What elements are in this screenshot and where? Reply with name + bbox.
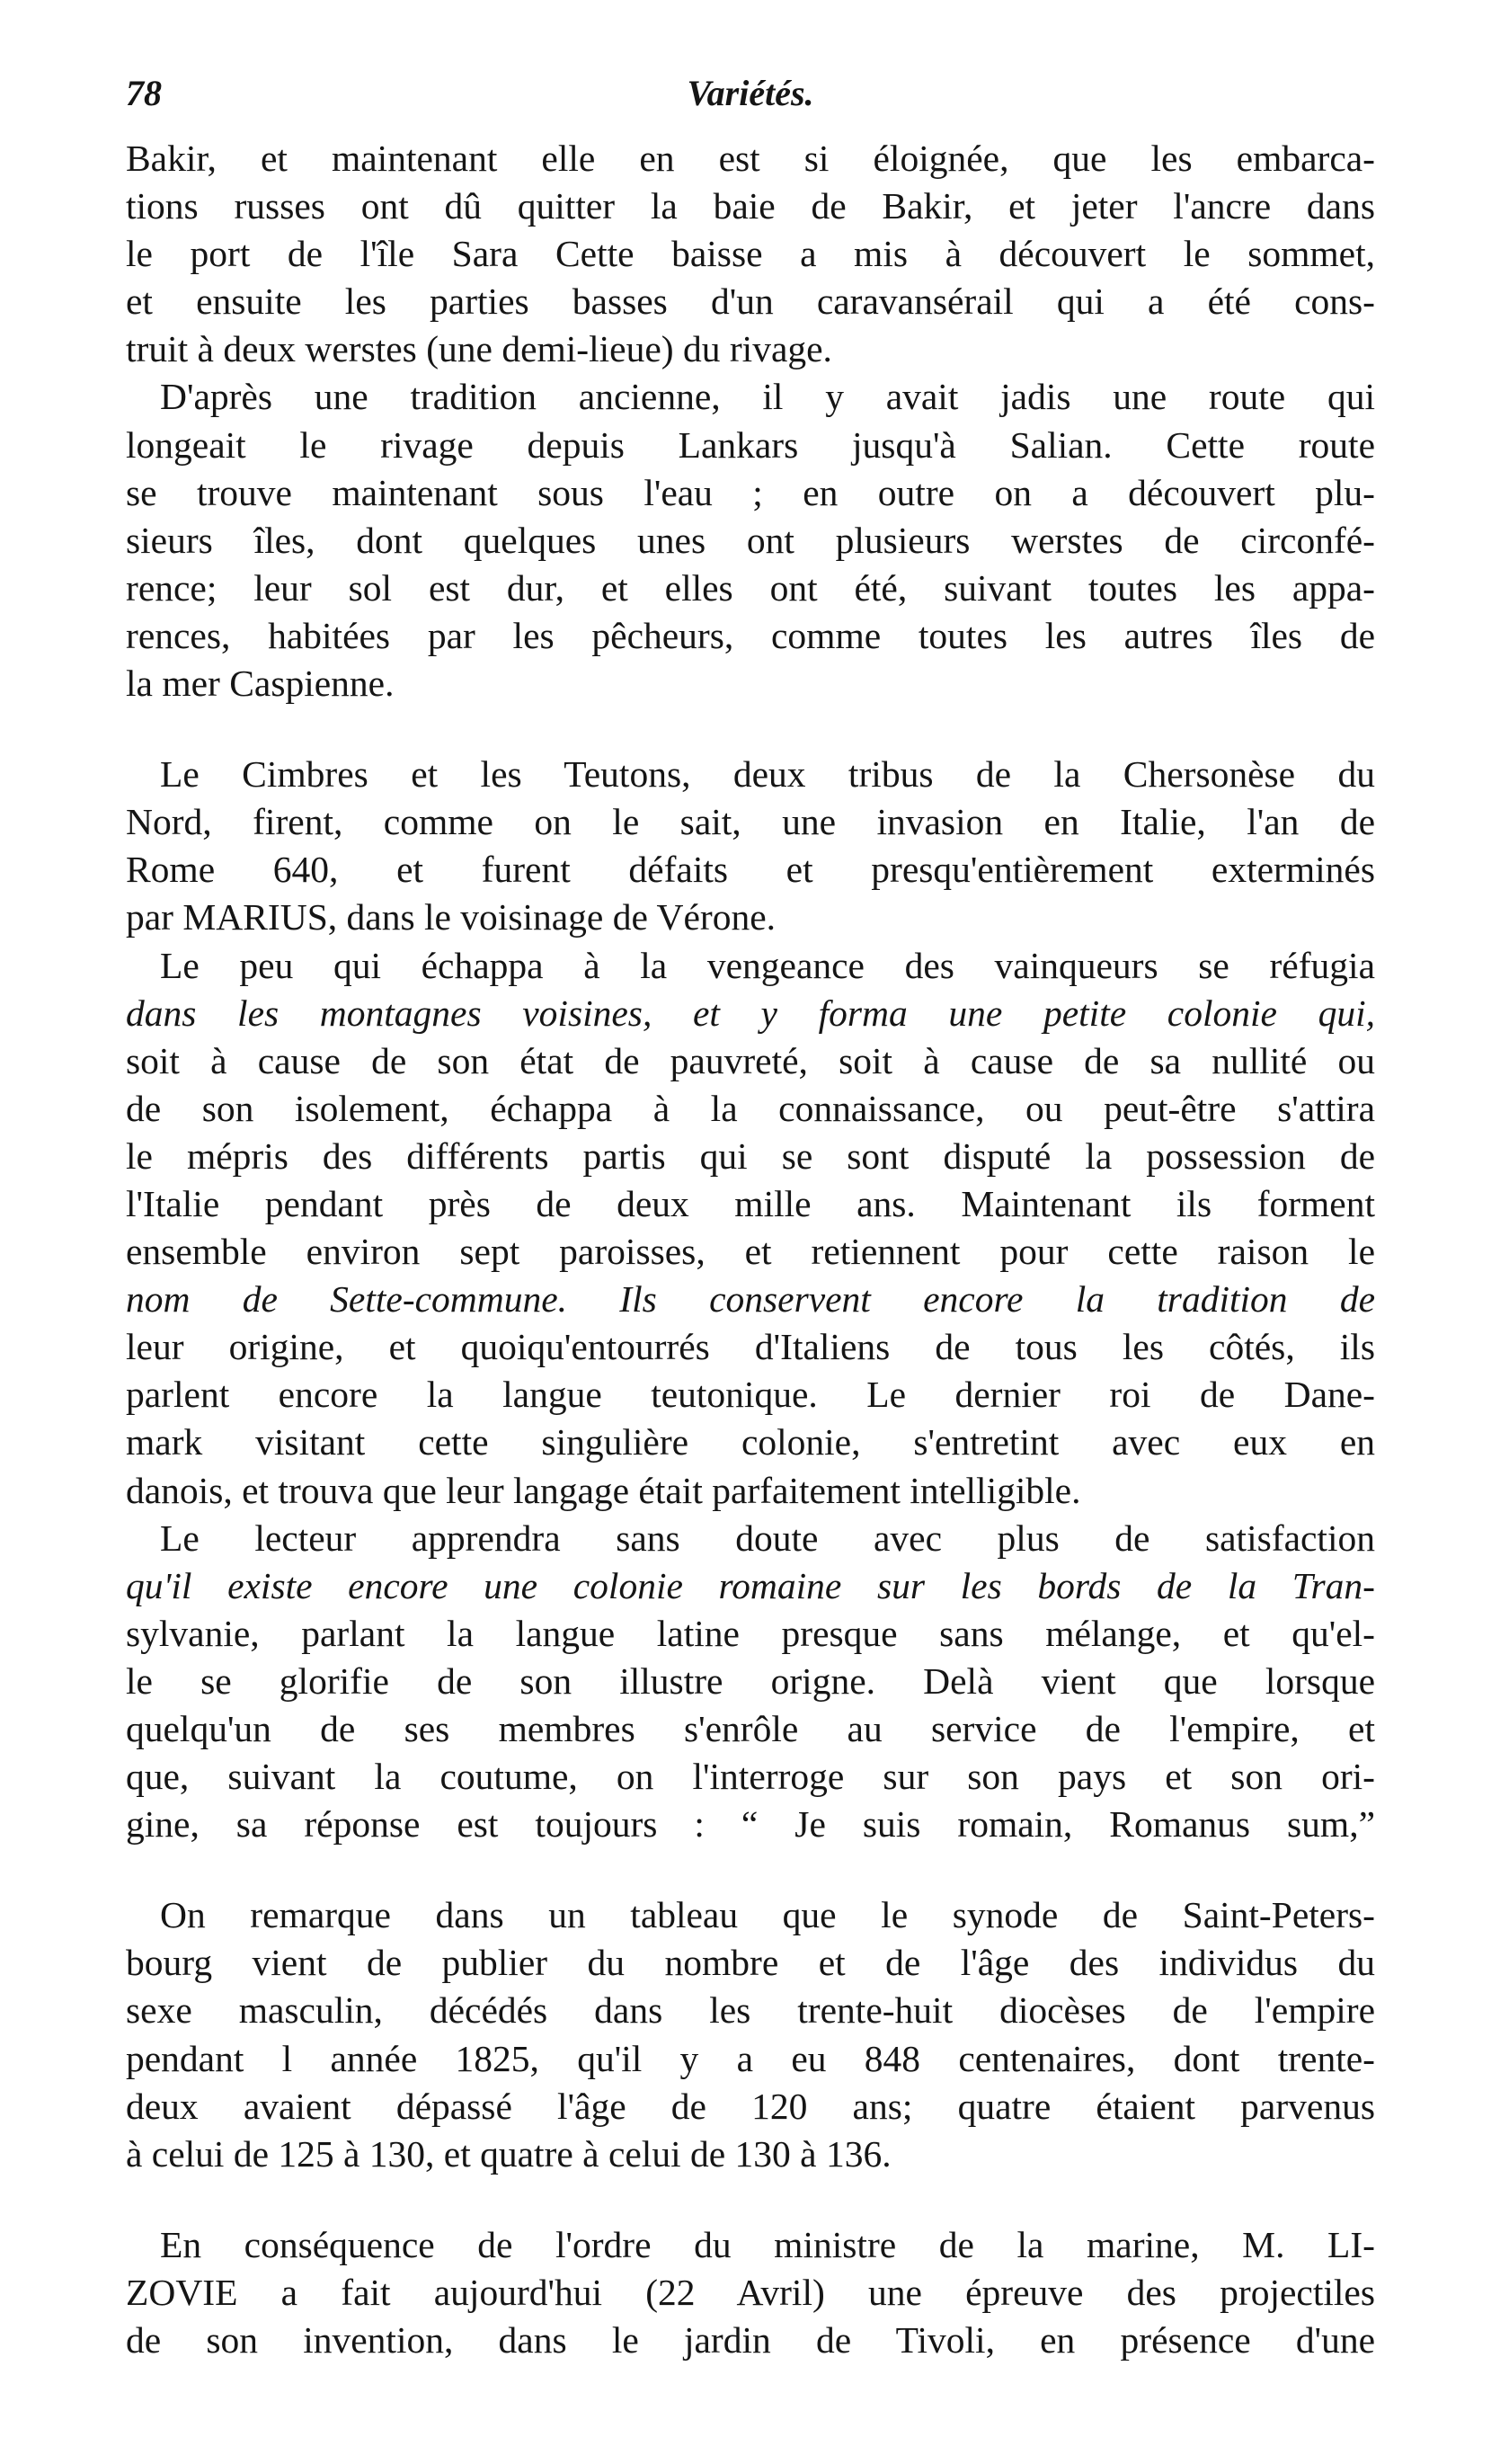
text-line: nom de Sette-commune. Ils conservent encore la tradition de [126, 1278, 1375, 1321]
paragraph-gap [126, 707, 1375, 751]
text-line: par MARIUS, dans le voisinage de Vérone. [126, 896, 777, 938]
text-line: de son isolement, échappa à la connaissance, ou peut-être s'attira [126, 1087, 1375, 1129]
text-line: rences, habitées par les pêcheurs, comme toutes les autres îles de [126, 614, 1375, 656]
text-line: sieurs îles, dont quelques unes ont plusieurs werstes de circonfé- [126, 519, 1375, 561]
text-line: sexe masculin, décédés dans les trente-huit diocèses de l'empire [126, 1989, 1375, 2032]
running-head [126, 63, 1375, 135]
text-line: et ensuite les parties basses d'un caravansérail qui a été cons- [126, 280, 1375, 323]
paragraph-gap [126, 1848, 1375, 1891]
text-line: qu'il existe encore une colonie romaine sur les bords de la Tran- [126, 1564, 1375, 1606]
text-line: tions russes ont dû quitter la baie de Bakir, et jeter l'ancre dans [126, 185, 1375, 227]
paragraph-bakir-continuation [126, 135, 1375, 373]
text-line: de son invention, dans le jardin de Tivoli, en présence d'une [126, 2319, 1375, 2362]
text-line: se trouve maintenant sous l'eau ; en outre on a découvert plu- [126, 471, 1375, 513]
text-line: à celui de 125 à 130, et quatre à celui de 130 à 136. [126, 2132, 892, 2175]
text-line: parlent encore la langue teutonique. Le dernier roi de Dane- [126, 1374, 1375, 1416]
text-line: le mépris des différents partis qui se sont disputé la possession de [126, 1134, 1375, 1177]
text-line: ZOVIE a fait aujourd'hui (22 Avril) une épreuve des projectiles [126, 2271, 1375, 2313]
text-line: En conséquence de l'ordre du ministre de la marine, M. LI- [160, 2223, 1375, 2265]
text-line: Le peu qui échappa à la vengeance des vainqueurs se réfugia [160, 944, 1375, 986]
text-line: D'après une tradition ancienne, il y avait jadis une route qui [160, 376, 1375, 418]
text-line: quelqu'un de ses membres s'enrôle au service de l'empire, et [126, 1708, 1375, 1749]
paragraph-cimbres-teutons [126, 751, 1375, 941]
text-line: mark visitant cette singulière colonie, s'entretint avec eux en [126, 1421, 1375, 1463]
text-line: soit à cause de son état de pauvreté, soit à cause de sa nullité ou [126, 1039, 1375, 1081]
text-line: deux avaient dépassé l'âge de 120 ans; quatre étaient parvenus [126, 2085, 1375, 2127]
text-line: pendant l année 1825, qu'il y a eu 848 centenaires, dont trente- [126, 2037, 1375, 2079]
text-line: truit à deux werstes (une demi-lieue) du rivage. [126, 328, 832, 370]
page-number: 78 [126, 73, 162, 113]
text-line: Rome 640, et furent défaits et presqu'entièrement exterminés [126, 849, 1375, 891]
paragraph-sette-commune [126, 942, 1375, 1515]
paragraph-gap [126, 2178, 1375, 2221]
text-line: sylvanie, parlant la langue latine presque sans mélange, et qu'el- [126, 1612, 1375, 1654]
text-line: On remarque dans un tableau que le synode de Saint-Peters- [160, 1894, 1375, 1936]
running-title: Variétés. [687, 73, 814, 113]
paragraph-transylvania-colony [126, 1515, 1375, 1849]
text-line: le port de l'île Sara Cette baisse a mis à découvert le sommet, [126, 233, 1375, 275]
paragraph-centenarians [126, 1891, 1375, 2178]
text-line: que, suivant la coutume, on l'interroge sur son pays et son ori- [126, 1756, 1375, 1798]
text-line: rence; leur sol est dur, et elles ont été, suivant toutes les appa- [126, 566, 1375, 609]
text-line: Le lecteur apprendra sans doute avec plus de satisfaction [160, 1517, 1375, 1559]
paragraph-ancient-road [126, 373, 1375, 707]
text-line: gine, sa réponse est toujours : “ Je suis romain, Romanus sum,” [126, 1803, 1375, 1846]
text-line: ensemble environ sept paroisses, et retiennent pour cette raison le [126, 1231, 1375, 1273]
paragraph-projectiles [126, 2221, 1375, 2364]
text-line: leur origine, et quoiqu'entourrés d'Italiens de tous les côtés, ils [126, 1326, 1375, 1368]
text-line: le se glorifie de son illustre origne. Delà vient que lorsque [126, 1659, 1375, 1702]
text-line: l'Italie pendant près de deux mille ans. Maintenant ils forment [126, 1182, 1375, 1224]
text-line: la mer Caspienne. [126, 663, 395, 705]
text-line: bourg vient de publier du nombre et de l'âge des individus du [126, 1942, 1375, 1984]
text-line: Bakir, et maintenant elle en est si éloignée, que les embarca- [126, 138, 1375, 179]
text-line: Nord, firent, comme on le sait, une invasion en Italie, l'an de [126, 801, 1375, 843]
text-line: dans les montagnes voisines, et y forma une petite colonie qui, [126, 992, 1375, 1034]
document-page [126, 63, 1375, 2364]
text-line: Le Cimbres et les Teutons, deux tribus de la Chersonèse du [160, 753, 1375, 796]
text-line: danois, et trouva que leur langage était parfaitement intelligible. [126, 1469, 1081, 1511]
text-line: longeait le rivage depuis Lankars jusqu'à Salian. Cette route [126, 423, 1375, 466]
